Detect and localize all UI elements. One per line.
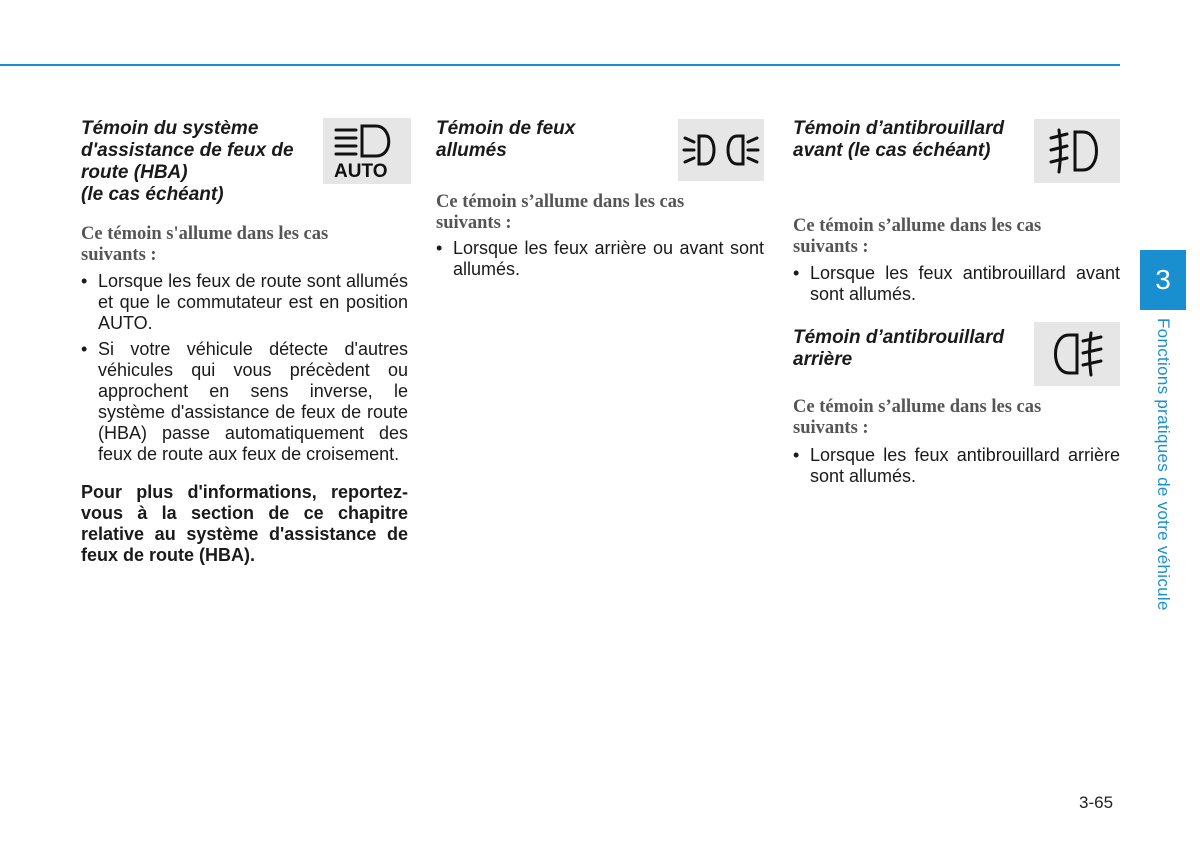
rear-fog-subtitle-line: suivants : [793,418,869,438]
chapter-title-vertical [1150,318,1176,630]
front-fog-subtitle-line: Ce témoin s’allume dans les cas [793,216,1042,236]
rear-fog-bullet-list [793,445,1120,487]
chapter-tab: 3 [1140,250,1186,310]
front-fog-subtitle [793,216,1120,258]
list-item: • Lorsque les feux antibrouillard arrière sont allumés. [793,445,1120,487]
list-item: • Lorsque les feux de route sont allumés et que le commutateur est en position AUTO. [81,271,408,334]
front-fog-title-line: avant (le cas échéant) [793,140,991,161]
position-lamp-subtitle-line: Ce témoin s’allume dans les cas [436,192,685,212]
chapter-title-text: Fonctions pratiques de votre véhicule [1154,318,1173,611]
column-position-lamp [436,118,764,285]
position-lamp-title-line: Témoin de feux [436,118,576,139]
position-lamp-subtitle [436,192,764,234]
hba-title-line: d'assistance de feux de [81,140,294,161]
rear-fog-subtitle-line: Ce témoin s’allume dans les cas [793,397,1042,417]
hba-header [81,118,408,210]
top-rule [0,64,1120,66]
column-hba [81,118,408,566]
hba-reference-note: Pour plus d'informations, reportez-vous à la section de ce chapitre relative au système d'assistance de feux de route (HBA). [81,482,408,565]
list-item: • Lorsque les feux antibrouillard avant sont allumés. [793,263,1120,305]
rear-fog-title-line: Témoin d’antibrouillard [793,327,1005,348]
position-lamp-header [436,118,764,184]
column-fog-lamps [793,118,1120,492]
position-lamp-bullet-list [436,238,764,280]
hba-subtitle-line: Ce témoin s'allume dans les cas [81,224,329,244]
hba-subtitle [81,224,408,266]
rear-fog-title-line: arrière [793,349,853,370]
front-fog-bullet-list [793,263,1120,305]
hba-subtitle-line: suivants : [81,245,157,265]
hba-title-line: route (HBA) [81,162,188,183]
rear-fog-subtitle [793,397,1120,439]
front-fog-header [793,118,1120,208]
hba-bullet-list [81,271,408,465]
front-fog-title-line: Témoin d’antibrouillard [793,118,1005,139]
rear-fog-lamp-icon [1034,322,1120,386]
hba-icon-auto-text: AUTO [334,161,388,180]
page-number: 3-65 [1079,793,1114,812]
list-item: • Lorsque les feux arrière ou avant sont allumés. [436,238,764,280]
hba-title-line: (le cas échéant) [81,184,224,205]
front-fog-lamp-icon [1034,119,1120,183]
position-lamp-subtitle-line: suivants : [436,213,512,233]
hba-title-line: Témoin du système [81,118,259,139]
rear-fog-header [793,327,1120,393]
list-item: • Si votre véhicule détecte d'autres véhicules qui vous précèdent ou approchent en sens inverse, le système d'assistance de feux de route (HBA) passe automatiquement des feux de route aux feux de croisement. [81,339,408,465]
position-lamp-icon [678,119,764,181]
hba-auto-headlight-icon [323,118,411,184]
front-fog-subtitle-line: suivants : [793,237,869,257]
position-lamp-title-line: allumés [436,140,507,161]
